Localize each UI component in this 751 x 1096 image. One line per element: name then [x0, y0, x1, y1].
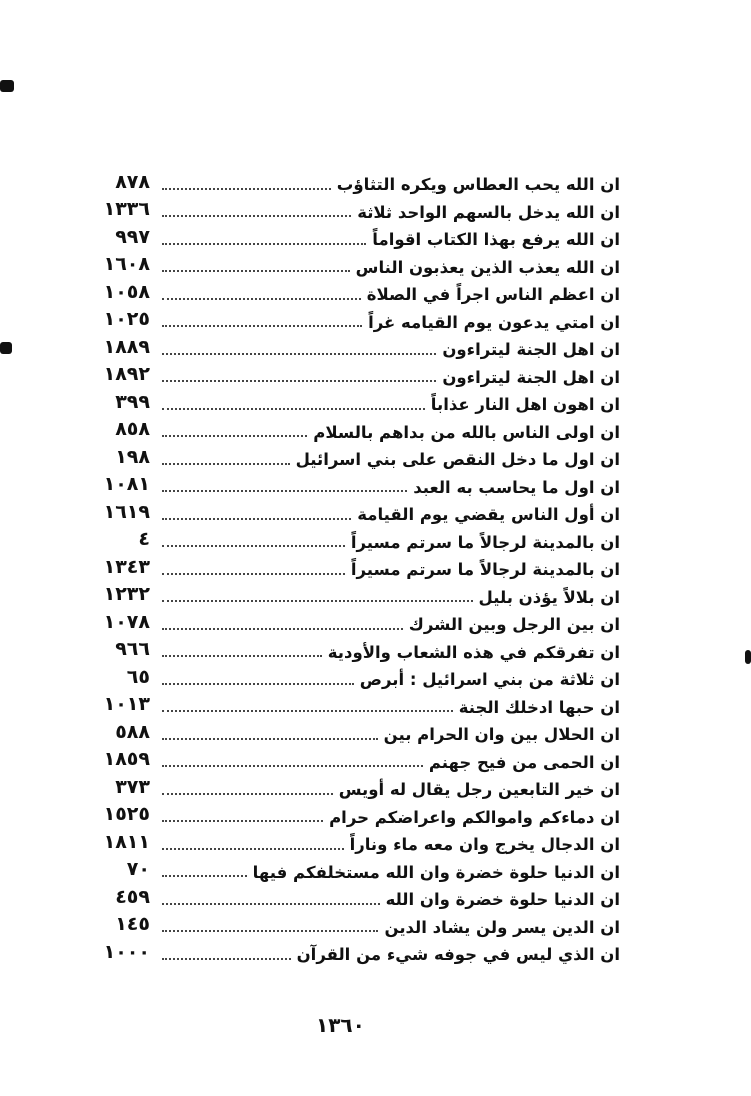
- entry-hadith-number: ١٨٨٩: [103, 335, 150, 358]
- index-entry: [60, 500, 620, 528]
- entry-hadith-incipit: ان الله يحب العطاس ويكره التثاؤب: [336, 175, 620, 194]
- entry-hadith-incipit: ان بين الرجل وبين الشرك: [408, 615, 620, 634]
- entry-hadith-number: ١٨٥٩: [103, 748, 150, 770]
- hadith-index-list: [60, 170, 620, 968]
- index-entry: [60, 720, 620, 748]
- dot-leader: [162, 544, 345, 547]
- index-entry: [60, 913, 620, 941]
- entry-hadith-incipit: ان اول ما يحاسب به العبد: [413, 477, 620, 497]
- entry-hadith-number: ٤: [138, 528, 150, 550]
- entry-hadith-incipit: ان بالمدينة لرجالاً ما سرتم مسيراً: [350, 560, 620, 579]
- scan-edge-mark-top: [0, 80, 14, 92]
- entry-hadith-number: ١٠٢٥: [103, 308, 150, 330]
- entry-hadith-number: ٣٧٣: [115, 775, 150, 798]
- dot-leader: [162, 242, 366, 245]
- entry-hadith-incipit: ان اهل الجنة ليتراءون: [442, 367, 620, 387]
- entry-hadith-number: ١٨٩٢: [103, 363, 150, 385]
- entry-hadith-number: ٧٠: [126, 858, 150, 880]
- entry-hadith-incipit: ان الله يرفع بهذا الكتاب اقواماً: [372, 230, 620, 249]
- dot-leader: [162, 297, 361, 300]
- entry-hadith-incipit: ان ثلاثة من بني اسرائيل : أبرص: [359, 670, 620, 689]
- entry-hadith-number: ١٣٣٦: [103, 198, 150, 220]
- dot-leader: [162, 764, 423, 767]
- dot-leader: [162, 682, 354, 685]
- dot-leader: [162, 214, 351, 217]
- dot-leader: [162, 379, 436, 382]
- scan-edge-mark-middle: [0, 342, 12, 354]
- index-entry: [60, 583, 620, 611]
- index-entry: [60, 555, 620, 583]
- entry-hadith-number: ١٤٥: [115, 913, 150, 935]
- entry-hadith-incipit: ان الحلال بين وان الحرام بين: [383, 725, 620, 744]
- dot-leader: [162, 847, 344, 850]
- index-entry: [60, 473, 620, 501]
- entry-hadith-number: ١٠٧٨: [103, 610, 150, 633]
- index-entry: [60, 775, 620, 803]
- entry-hadith-incipit: ان الدين يسر ولن يشاد الدين: [384, 917, 620, 937]
- dot-leader: [162, 489, 407, 492]
- entry-hadith-number: ١٠١٣: [103, 693, 150, 715]
- dot-leader: [162, 599, 473, 602]
- dot-leader: [162, 462, 290, 465]
- dot-leader: [162, 902, 380, 905]
- entry-hadith-incipit: ان اعظم الناس اجراً في الصلاة: [366, 285, 620, 304]
- entry-hadith-incipit: ان الدنيا حلوة خضرة وان الله: [385, 890, 620, 909]
- entry-hadith-number: ١٨١١: [103, 830, 150, 853]
- entry-hadith-number: ٨٥٨: [115, 418, 150, 440]
- index-entry: [60, 198, 620, 226]
- dot-leader: [162, 352, 436, 355]
- dot-leader: [162, 517, 351, 520]
- entry-hadith-number: ١٥٢٥: [103, 803, 150, 825]
- dot-leader: [162, 737, 378, 740]
- entry-hadith-number: ٨٧٨: [115, 170, 150, 193]
- entry-hadith-incipit: ان الله يعذب الذين يعذبون الناس: [355, 257, 620, 277]
- entry-hadith-number: ١٣٤٣: [103, 555, 150, 578]
- dot-leader: [162, 324, 362, 327]
- dot-leader: [162, 572, 345, 575]
- index-entry: [60, 748, 620, 776]
- index-entry: [60, 363, 620, 391]
- entry-hadith-incipit: ان خير التابعين رجل يقال له أويس: [338, 780, 620, 799]
- index-entry: [60, 308, 620, 336]
- index-entry: [60, 253, 620, 281]
- dot-leader: [162, 654, 322, 657]
- entry-hadith-incipit: ان الله يدخل بالسهم الواحد ثلاثة: [357, 202, 620, 222]
- entry-hadith-incipit: ان الحمى من فيح جهنم: [428, 752, 620, 772]
- entry-hadith-incipit: ان اولى الناس بالله من بداهم بالسلام: [313, 422, 620, 442]
- entry-hadith-number: ١٦٠٨: [103, 253, 150, 275]
- entry-hadith-number: ٥٨٨: [115, 720, 150, 743]
- entry-hadith-incipit: ان تفرقكم في هذه الشعاب والأودية: [327, 642, 620, 662]
- page-number: ١٣٦٠: [316, 1013, 365, 1037]
- entry-hadith-incipit: ان اهل الجنة ليتراءون: [442, 340, 620, 359]
- entry-hadith-number: ١٢٣٢: [103, 583, 150, 605]
- index-entry: [60, 280, 620, 308]
- index-entry: [60, 528, 620, 556]
- index-entry: [60, 858, 620, 886]
- dot-leader: [162, 957, 291, 960]
- entry-hadith-incipit: ان بلالاً يؤذن بليل: [478, 587, 620, 607]
- index-entry: [60, 830, 620, 858]
- entry-hadith-number: ١٦١٩: [103, 500, 150, 523]
- entry-hadith-number: ١٠٨١: [103, 473, 150, 495]
- index-entry: [60, 335, 620, 363]
- entry-hadith-incipit: ان الذي ليس في جوفه شيء من القرآن: [296, 945, 620, 964]
- dot-leader: [162, 792, 333, 795]
- entry-hadith-number: ٣٩٩: [115, 390, 150, 413]
- index-entry: [60, 665, 620, 693]
- dot-leader: [162, 434, 307, 437]
- entry-hadith-number: ١٩٨: [115, 445, 150, 468]
- index-entry: [60, 390, 620, 418]
- entry-hadith-incipit: ان حبها ادخلك الجنة: [458, 697, 620, 717]
- dot-leader: [162, 187, 331, 190]
- entry-hadith-number: ٩٩٧: [115, 225, 150, 248]
- index-entry: [60, 445, 620, 473]
- entry-hadith-incipit: ان امتي يدعون يوم القيامه غراً: [368, 312, 620, 332]
- index-entry: [60, 170, 620, 198]
- entry-hadith-number: ٤٥٩: [115, 885, 150, 908]
- entry-hadith-incipit: ان اهون اهل النار عذاباً: [430, 395, 620, 414]
- scan-edge-mark-right: [745, 650, 751, 664]
- entry-hadith-incipit: ان اول ما دخل النقص على بني اسرائيل: [295, 450, 620, 469]
- entry-hadith-incipit: ان الدجال يخرج وان معه ماء وناراً: [349, 835, 620, 854]
- entry-hadith-incipit: ان بالمدينة لرجالاً ما سرتم مسيراً: [350, 532, 620, 552]
- dot-leader: [162, 407, 425, 410]
- entry-hadith-incipit: ان أول الناس يقضي يوم القيامة: [357, 505, 620, 524]
- index-entry: [60, 940, 620, 968]
- entry-hadith-number: ١٠٥٨: [103, 280, 150, 303]
- dot-leader: [162, 627, 403, 630]
- index-entry: [60, 610, 620, 638]
- dot-leader: [162, 874, 247, 877]
- dot-leader: [162, 929, 378, 932]
- entry-hadith-number: ١٠٠٠: [103, 940, 150, 963]
- index-entry: [60, 885, 620, 913]
- index-entry: [60, 225, 620, 253]
- entry-hadith-number: ٦٥: [126, 665, 150, 688]
- index-entry: [60, 638, 620, 666]
- dot-leader: [162, 819, 323, 822]
- entry-hadith-number: ٩٦٦: [115, 638, 150, 660]
- dot-leader: [162, 709, 453, 712]
- index-entry: [60, 803, 620, 831]
- index-entry: [60, 418, 620, 446]
- index-entry: [60, 693, 620, 721]
- entry-hadith-incipit: ان دماءكم واموالكم واعراضكم حرام: [329, 807, 620, 827]
- dot-leader: [162, 269, 350, 272]
- entry-hadith-incipit: ان الدنيا حلوة خضرة وان الله مستخلفكم فيها: [252, 862, 620, 882]
